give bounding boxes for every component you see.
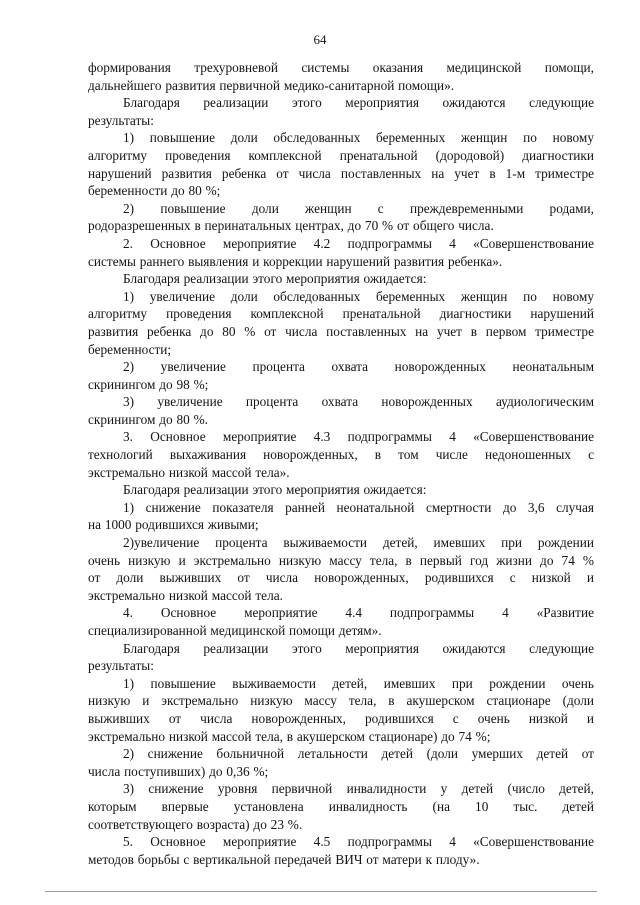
text-line: выживших от числа новорожденных, родившихся с очень низкой и xyxy=(88,710,594,726)
text-line: числа поступивших) до 0,36 %; xyxy=(88,763,269,779)
text-line: 2) снижение больничной летальности детей (доли умерших детей от xyxy=(123,746,594,762)
text-line: 2) повышение доли женщин с преждевременными родами, xyxy=(123,200,594,216)
bottom-rule xyxy=(45,891,597,892)
text-line: 1) повышение доли обследованных беременных женщин по новому xyxy=(123,130,594,146)
text-line: Благодаря реализации этого мероприятия ожидаются следующие xyxy=(123,95,594,111)
text-line: экстремально низкой массой тела. xyxy=(88,587,283,603)
text-line: на 1000 родившихся живыми; xyxy=(88,517,259,533)
text-line: 3) увеличение процента охвата новорожденных аудиологическим xyxy=(123,394,594,410)
text-line: соответствующего возраста) до 23 %. xyxy=(88,816,303,832)
text-line: формирования трехуровневой системы оказания медицинской помощи, xyxy=(88,60,594,75)
text-line: 3. Основное мероприятие 4.3 подпрограммы 4 «Совершенствование xyxy=(123,429,594,445)
text-line: 2) увеличение процента охвата новорожденных неонатальным xyxy=(123,359,594,375)
text-line: методов борьбы с вертикальной передачей ВИЧ от матери к плоду». xyxy=(88,851,480,867)
text-line: специализированной медицинской помощи детям». xyxy=(88,623,382,638)
text-line: низкую и экстремально низкую массу тела, в акушерском стационаре (доли xyxy=(88,693,594,709)
text-line: системы раннего выявления и коррекции нарушений развития ребенка». xyxy=(88,253,503,269)
text-line: от доли выживших от числа новорожденных, родившихся с низкой и xyxy=(88,570,594,586)
text-line: 3) снижение уровня первичной инвалидности у детей (число детей, xyxy=(123,781,594,797)
text-line: Благодаря реализации этого мероприятия ожидаются следующие xyxy=(123,640,594,656)
text-line: скринингом до 98 %; xyxy=(88,376,209,392)
text-line: очень низкую и экстремально низкую массу тела, в первый год жизни до 74 % xyxy=(88,552,594,568)
text-line: 5. Основное мероприятие 4.5 подпрограммы 4 «Совершенствование xyxy=(123,834,594,850)
text-line: беременности до 80 %; xyxy=(88,183,221,199)
text-line: 1) повышение выживаемости детей, имевших при рождении очень xyxy=(123,675,594,691)
page-number: 64 xyxy=(313,32,327,47)
text-line: экстремально низкой массой тела». xyxy=(88,464,290,480)
text-line: беременности; xyxy=(88,341,172,357)
text-line: технологий выхаживания новорожденных, в том числе недоношенных с xyxy=(88,447,594,463)
text-line: результаты: xyxy=(88,658,154,674)
text-line: которым впервые установлена инвалидность (на 10 тыс. детей xyxy=(88,798,594,814)
text-line: экстремально низкой массой тела, в акушерском стационаре) до 74 %; xyxy=(88,728,491,744)
text-line: 2. Основное мероприятие 4.2 подпрограммы 4 «Совершенствование xyxy=(123,235,594,251)
text-line: алгоритму проведения комплексной пренатальной (дородовой) диагностики xyxy=(88,147,594,163)
text-line: 1) снижение показателя ранней неонатальной смертности до 3,6 случая xyxy=(123,499,594,515)
text-line: Благодаря реализации этого мероприятия ожидается: xyxy=(123,271,427,287)
text-line: нарушений развития ребенка от числа поставленных на учет в 1-м триместре xyxy=(88,165,594,181)
text-line: скринингом до 80 %. xyxy=(88,411,208,427)
text-line: родоразрешенных в перинатальных центрах, до 70 % от общего числа. xyxy=(88,218,494,234)
text-line: развития ребенка до 80 % от числа поставленных на учет в первом триместре xyxy=(88,323,594,339)
text-line: 4. Основное мероприятие 4.4 подпрограммы 4 «Развитие xyxy=(123,605,594,621)
text-line: 2)увеличение процента выживаемости детей, имевших при рождении xyxy=(123,535,594,551)
text-line: результаты: xyxy=(88,112,154,128)
text-line: дальнейшего развития первичной медико-санитарной помощи». xyxy=(88,77,455,93)
text-line: 1) увеличение доли обследованных беременных женщин по новому xyxy=(123,288,594,304)
text-line: Благодаря реализации этого мероприятия ожидается: xyxy=(123,482,427,498)
text-line: алгоритму проведения комплексной пренатальной диагностики нарушений xyxy=(88,306,594,322)
document-body xyxy=(88,59,594,868)
